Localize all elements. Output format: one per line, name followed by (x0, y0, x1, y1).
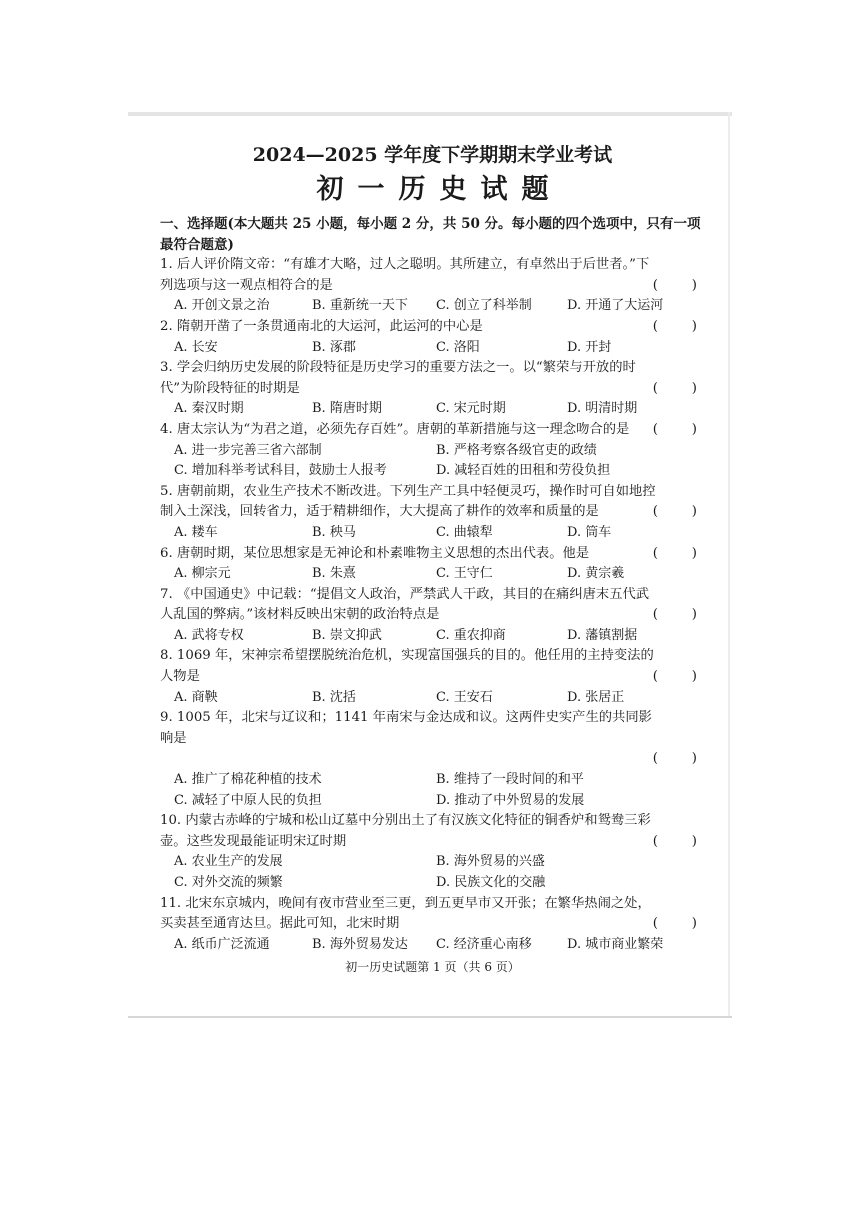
question-6 (160, 544, 705, 565)
option-c: C. 增加科举考试科目，鼓励士人报考 (174, 463, 387, 479)
question-options (160, 296, 705, 317)
answer-bracket[interactable]: ( ) (652, 277, 697, 293)
question-options (160, 441, 705, 462)
option-d: D. 明清时期 (567, 401, 638, 417)
exam-title: 2024—2025 学年度下学期期末学业考试 (252, 144, 613, 166)
option-d: D. 藩镇割据 (567, 627, 638, 643)
answer-bracket[interactable]: ( ) (652, 833, 697, 849)
answer-bracket[interactable]: ( ) (652, 607, 697, 623)
question-text: 3. 学会归纳历史发展的阶段特征是历史学习的重要方法之一。以“繁荣与开放的时代”为阶段特征的时期是 (160, 360, 636, 396)
option-d: D. 黄宗羲 (567, 566, 625, 582)
option-a: A. 开创文景之治 (174, 298, 270, 314)
option-a: A. 商鞅 (174, 689, 218, 705)
option-c: C. 洛阳 (436, 339, 480, 355)
option-d: D. 开封 (567, 339, 612, 355)
question-text: 7. 《中国通史》中记载：“提倡文人政治，严禁武人干政，其目的在痛纠唐末五代武人乱国的弊病。”该材料反映出宋朝的政治特点是 (160, 586, 650, 623)
option-a: A. 纸币广泛流通 (174, 936, 270, 952)
option-a: A. 柳宗元 (174, 566, 231, 582)
option-b: B. 崇文抑武 (312, 627, 382, 643)
subject-title: 初一历史试题 (316, 174, 563, 205)
page-bottom-edge (128, 1016, 732, 1018)
question-text: 10. 内蒙古赤峰的宁城和松山辽墓中分别出土了有汉族文化特征的铜香炉和鸳鸯三彩壶。这些发现最能证明宋辽时期 (160, 813, 651, 849)
option-a: A. 秦汉时期 (174, 401, 244, 417)
question-text: 11. 北宋东京城内，晚间有夜市营业至三更，到五更早市又开张；在繁华热闹之处，买卖甚至通宵达旦。据此可知，北宋时期 (160, 895, 651, 932)
option-c: C. 对外交流的频繁 (174, 875, 283, 890)
option-c: C. 减轻了中原人民的负担 (174, 792, 322, 808)
option-c: C. 创立了科举制 (436, 298, 532, 314)
question-options (160, 770, 705, 791)
answer-bracket[interactable]: ( ) (652, 545, 697, 561)
option-c: C. 王安石 (436, 689, 493, 705)
option-d: D. 减轻百姓的田租和劳役负担 (436, 463, 611, 479)
question-options (160, 338, 705, 359)
option-a: A. 耧车 (174, 524, 218, 540)
option-b: B. 隋唐时期 (312, 401, 382, 417)
question-9 (160, 708, 705, 749)
option-d: D. 开通了大运河 (567, 298, 664, 314)
option-b: B. 涿郡 (312, 339, 356, 355)
answer-bracket[interactable]: ( ) (652, 421, 697, 437)
option-d: D. 民族文化的交融 (436, 875, 546, 890)
question-text: 6. 唐朝时期，某位思想家是无神论和朴素唯物主义思想的杰出代表。他是 (160, 545, 590, 561)
section-heading: 一、选择题(本大题共 25 小题，每小题 2 分，共 50 分。每小题的四个选项中，只有一项最符合题意) (160, 216, 701, 253)
question-options (160, 461, 705, 482)
option-b: B. 重新统一天下 (312, 298, 408, 314)
option-c: C. 经济重心南移 (436, 936, 532, 952)
option-c: C. 曲辕犁 (436, 524, 493, 540)
question-text: 5. 唐朝前期，农业生产技术不断改进。下列生产工具中轻便灵巧，操作时可自如地控制入土深浅，回转省力，适于精耕细作，大大提高了耕作的效率和质量的是 (160, 483, 656, 520)
question-4 (160, 420, 705, 441)
answer-bracket[interactable]: ( ) (652, 669, 697, 685)
question-options (160, 688, 705, 709)
question-text: 1. 后人评价隋文帝：“有雄才大略，过人之聪明。其所建立，有卓然出于后世者。”下列选项与这一观点相符合的是 (160, 257, 650, 293)
page-footer: 初一历史试题第 1 页（共 6 页） (345, 960, 520, 975)
answer-bracket[interactable]: ( ) (652, 751, 697, 767)
question-1 (160, 255, 705, 296)
page-top-edge (128, 112, 732, 116)
option-b: B. 严格考察各级官吏的政绩 (436, 442, 597, 458)
question-8 (160, 646, 705, 687)
option-a: A. 武将专权 (174, 627, 244, 643)
answer-bracket[interactable]: ( ) (652, 916, 697, 932)
question-options (160, 564, 705, 585)
question-options (160, 935, 705, 956)
option-a: A. 农业生产的发展 (174, 854, 283, 870)
option-d: D. 张居正 (567, 689, 625, 705)
answer-bracket[interactable]: ( ) (652, 380, 697, 396)
question-3 (160, 358, 705, 399)
question-2 (160, 317, 705, 338)
option-d: D. 推动了中外贸易的发展 (436, 792, 585, 808)
option-b: B. 维持了一段时间的和平 (436, 772, 584, 788)
option-b: B. 秧马 (312, 524, 356, 540)
question-text: 9. 1005 年，北宋与辽议和；1141 年南宋与金达成和议。这两件史实产生的共同影响是 (160, 710, 652, 746)
question-options (160, 626, 705, 647)
answer-bracket[interactable]: ( ) (652, 318, 697, 334)
question-10 (160, 811, 705, 852)
exam-sheet (160, 140, 705, 977)
option-a: A. 长安 (174, 339, 218, 355)
question-11 (160, 894, 705, 935)
option-d: D. 城市商业繁荣 (567, 936, 664, 952)
option-b: B. 海外贸易发达 (312, 936, 408, 952)
question-text: 2. 隋朝开凿了一条贯通南北的大运河，此运河的中心是 (160, 318, 483, 334)
option-c: C. 王守仁 (436, 566, 493, 582)
option-a: A. 推广了棉花种植的技术 (174, 772, 322, 788)
question-text: 4. 唐太宗认为“为君之道，必须先存百姓”。唐朝的革新措施与这一理念吻合的是 (160, 421, 630, 437)
question-text: 8. 1069 年，宋神宗希望摆脱统治危机，实现富国强兵的目的。他任用的主持变法的人物是 (160, 648, 654, 685)
option-c: C. 重农抑商 (436, 627, 506, 643)
question-options (160, 523, 705, 544)
option-b: B. 海外贸易的兴盛 (436, 854, 545, 870)
question-5 (160, 482, 705, 523)
question-options (160, 873, 705, 894)
option-a: A. 进一步完善三省六部制 (174, 442, 322, 458)
question-options (160, 399, 705, 420)
question-7 (160, 585, 705, 626)
option-d: D. 筒车 (567, 524, 612, 540)
question-options (160, 791, 705, 812)
page-right-edge (728, 112, 730, 1018)
option-c: C. 宋元时期 (436, 401, 506, 417)
answer-bracket[interactable]: ( ) (652, 504, 697, 520)
question-options (160, 852, 705, 873)
option-b: B. 沈括 (312, 689, 356, 705)
option-b: B. 朱熹 (312, 566, 356, 582)
